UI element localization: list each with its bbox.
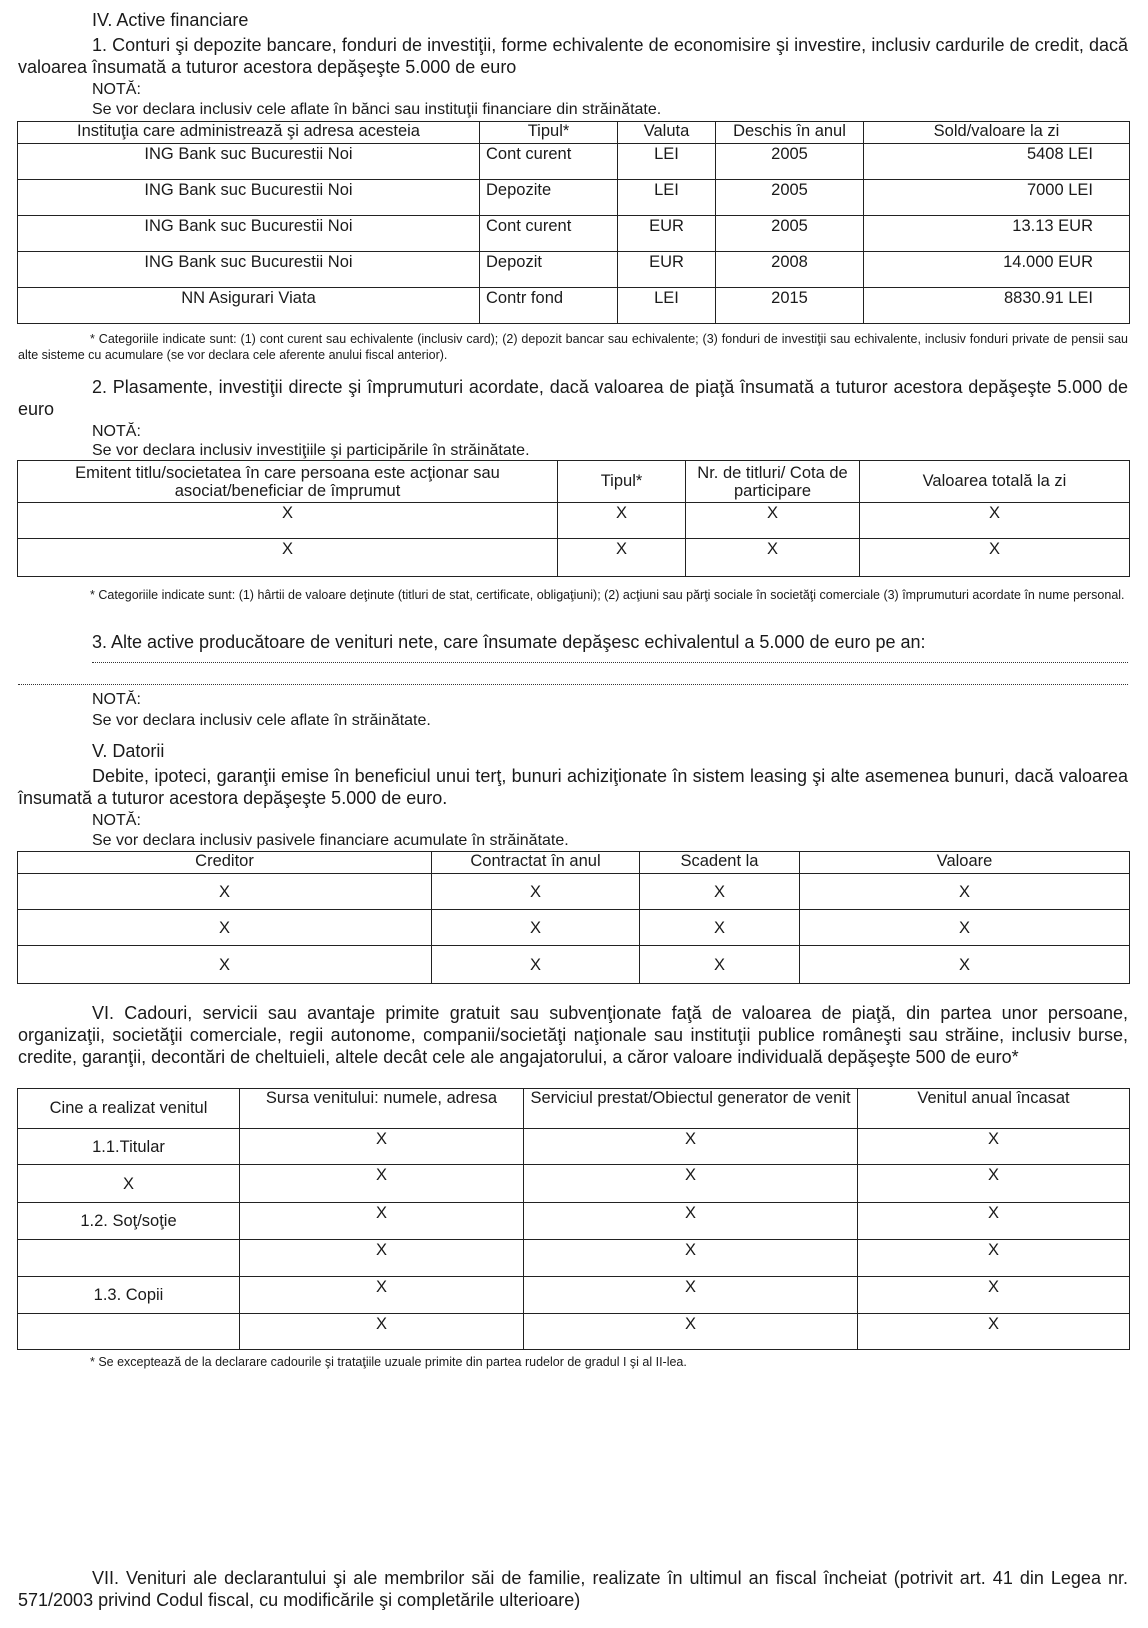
table-row: [18, 216, 1130, 252]
section-v-text: Debite, ipoteci, garanţii emise în beneficiul unui terţ, bunuri achiziţionate în sistem leasing şi alte asemenea bunuri, dacă valoarea însumată a tuturor acestora depăşeşte 5.000 de euro.: [18, 766, 1128, 808]
item2-text: 2. Plasamente, investiţii directe şi împrumuturi acordate, dacă valoarea de piaţă însumată a tuturor acestora depăşeşte 5.000 de euro: [18, 377, 1128, 419]
col-header-shares: Nr. de titluri/ Cota de participare: [686, 461, 860, 503]
cell-total-value: X: [860, 503, 1130, 539]
table-row: [18, 1203, 1130, 1240]
cell-due: X: [640, 946, 800, 984]
cell-currency: LEI: [618, 144, 716, 180]
cell-due: X: [640, 910, 800, 946]
cell-year: 2005: [716, 144, 864, 180]
section-v-note-text: Se vor declara inclusiv pasivele financiare acumulate în străinătate.: [92, 832, 569, 849]
col-header-currency: Valuta: [618, 122, 716, 144]
cell-service: X: [524, 1277, 858, 1314]
cell-service: X: [524, 1240, 858, 1277]
cell-institution: ING Bank suc Bucurestii Noi: [18, 180, 480, 216]
cell-source: X: [240, 1129, 524, 1165]
cell-year: 2015: [716, 288, 864, 324]
cell-institution: ING Bank suc Bucurestii Noi: [18, 144, 480, 180]
cell-shares: X: [686, 503, 860, 539]
item2-note-text: Se vor declara inclusiv investiţiile şi participările în străinătate.: [92, 442, 530, 459]
financial-accounts-table: [17, 121, 1130, 324]
cell-balance: 13.13 EUR: [864, 216, 1130, 252]
table-row: [18, 288, 1130, 324]
cell-creditor: X: [18, 874, 432, 910]
col-header-total-value: Valoarea totală la zi: [860, 461, 1130, 503]
cell-contracted-year: X: [432, 910, 640, 946]
section-vii-text: VII. Venituri ale declarantului şi ale membrilor săi de familie, realizate în ultimul an fiscal încheiat (potrivit art. 41 din Legea nr. 571/2003 privind Codul fiscal, cu modificările şi completările ulterioare): [18, 1568, 1128, 1610]
item1-note-label: NOTĂ:: [92, 81, 141, 98]
cell-type: X: [558, 503, 686, 539]
cell-due: X: [640, 874, 800, 910]
section-iv-title: IV. Active financiare: [92, 10, 249, 30]
table-row: [18, 1165, 1130, 1203]
cell-contracted-year: X: [432, 946, 640, 984]
col-header-contracted-year: Contractat în anul: [432, 852, 640, 874]
table-row: [18, 503, 1130, 539]
debts-table: [17, 851, 1130, 984]
section-vi-paragraph: [18, 1002, 1128, 1068]
table-row: [18, 1277, 1130, 1314]
cell-type: Contr fond: [480, 288, 618, 324]
cell-balance: 5408 LEI: [864, 144, 1130, 180]
col-header-institution: Instituţia care administrează şi adresa acesteia: [18, 122, 480, 144]
col-header-type: Tipul*: [558, 461, 686, 503]
cell-currency: LEI: [618, 288, 716, 324]
cell-value: X: [800, 910, 1130, 946]
cell-source: X: [240, 1277, 524, 1314]
col-header-type: Tipul*: [480, 122, 618, 144]
cell-institution: ING Bank suc Bucurestii Noi: [18, 216, 480, 252]
col-header-who: Cine a realizat venitul: [18, 1089, 240, 1129]
section-vii-paragraph: [18, 1567, 1128, 1611]
cell-source: X: [240, 1165, 524, 1203]
section-vi-text: VI. Cadouri, servicii sau avantaje primite gratuit sau subvenţionate faţă de valoarea de piaţă, din partea unor persoane, organizaţii, societăţii comerciale, regii autonome, companii/societăţi naţionale sau instituţii publice româneşti sau străine, inclusiv burse, credite, garanţii, decontări de cheltuieli, altele decât cele ale angajatorului, a căror valoare individuală depăşeşte 500 de euro*: [18, 1003, 1128, 1067]
col-header-issuer: Emitent titlu/societatea în care persoana este acţionar sau asociat/beneficiar de împrumut: [18, 461, 558, 503]
item3-text: 3. Alte active producătoare de venituri nete, care însumate depăşesc echivalentul a 5.000 de euro pe an:: [92, 632, 926, 652]
col-header-annual-income: Venitul anual încasat: [858, 1089, 1130, 1129]
section-v-note-label: NOTĂ:: [92, 812, 141, 829]
cell-who: 1.2. Soţ/soţie: [18, 1203, 240, 1240]
item2-note-label: NOTĂ:: [92, 423, 141, 440]
item1-footnote: [18, 331, 1128, 363]
cell-contracted-year: X: [432, 874, 640, 910]
cell-who: 1.3. Copii: [18, 1277, 240, 1314]
section-vi-footnote: [18, 1354, 1128, 1370]
table-row: [18, 874, 1130, 910]
table-row: [18, 539, 1130, 577]
cell-type: X: [558, 539, 686, 577]
table-row: [18, 1129, 1130, 1165]
cell-source: X: [240, 1314, 524, 1350]
cell-issuer: X: [18, 539, 558, 577]
cell-creditor: X: [18, 910, 432, 946]
table-header-row: [18, 461, 1130, 503]
cell-currency: EUR: [618, 216, 716, 252]
cell-year: 2005: [716, 180, 864, 216]
gifts-table: [17, 1088, 1130, 1350]
cell-source: X: [240, 1203, 524, 1240]
item3-note-text: Se vor declara inclusiv cele aflate în străinătate.: [92, 712, 431, 729]
section-vi-footnote-text: * Se exceptează de la declarare cadourile şi trataţiile uzuale primite din partea rudelor de gradul I şi al II-lea.: [90, 1355, 687, 1369]
table-header-row: [18, 122, 1130, 144]
item2-paragraph: [18, 376, 1128, 420]
col-header-due: Scadent la: [640, 852, 800, 874]
cell-annual-income: X: [858, 1129, 1130, 1165]
item1-note-text: Se vor declara inclusiv cele aflate în bănci sau instituţii financiare din străinătate.: [92, 101, 662, 118]
cell-institution: ING Bank suc Bucurestii Noi: [18, 252, 480, 288]
cell-who: [18, 1314, 240, 1350]
col-header-service: Serviciul prestat/Obiectul generator de venit: [524, 1089, 858, 1129]
item2-footnote: [18, 587, 1128, 603]
cell-value: X: [800, 946, 1130, 984]
cell-currency: EUR: [618, 252, 716, 288]
cell-source: X: [240, 1240, 524, 1277]
col-header-source: Sursa venitului: numele, adresa: [240, 1089, 524, 1129]
item1-footnote-text: * Categoriile indicate sunt: (1) cont curent sau echivalente (inclusiv card); (2) depozit bancar sau echivalente; (3) fonduri de investiţii sau echivalente, inclusiv fonduri private de pensii sau alte sisteme cu acumulare (se vor declara cele aferente anului fiscal anterior).: [18, 332, 1128, 362]
table-header-row: [18, 1089, 1130, 1129]
cell-who: 1.1.Titular: [18, 1129, 240, 1165]
cell-currency: LEI: [618, 180, 716, 216]
section-v-title: V. Datorii: [92, 741, 165, 761]
cell-year: 2008: [716, 252, 864, 288]
table-row: [18, 1240, 1130, 1277]
cell-balance: 7000 LEI: [864, 180, 1130, 216]
item3-note-label: NOTĂ:: [92, 691, 141, 708]
cell-service: X: [524, 1314, 858, 1350]
cell-total-value: X: [860, 539, 1130, 577]
item1-paragraph: [18, 34, 1128, 78]
col-header-value: Valoare: [800, 852, 1130, 874]
cell-value: X: [800, 874, 1130, 910]
cell-annual-income: X: [858, 1165, 1130, 1203]
cell-issuer: X: [18, 503, 558, 539]
table-row: [18, 946, 1130, 984]
table-row: [18, 252, 1130, 288]
item2-footnote-text: * Categoriile indicate sunt: (1) hârtii de valoare deţinute (titluri de stat, certificate, obligaţiuni); (2) acţiuni sau părţi sociale în societăţi comerciale (3) împrumuturi acordate în nume personal.: [90, 588, 1125, 602]
table-row: [18, 910, 1130, 946]
cell-annual-income: X: [858, 1277, 1130, 1314]
table-row: [18, 180, 1130, 216]
dotted-line: [18, 684, 1128, 685]
table-row: [18, 1314, 1130, 1350]
cell-who: X: [18, 1165, 240, 1203]
col-header-creditor: Creditor: [18, 852, 432, 874]
col-header-balance: Sold/valoare la zi: [864, 122, 1130, 144]
table-header-row: [18, 852, 1130, 874]
cell-service: X: [524, 1165, 858, 1203]
dotted-line: [92, 662, 1128, 663]
section-v-paragraph: [18, 765, 1128, 809]
cell-service: X: [524, 1129, 858, 1165]
cell-balance: 8830.91 LEI: [864, 288, 1130, 324]
investments-table: [17, 460, 1130, 577]
cell-balance: 14.000 EUR: [864, 252, 1130, 288]
col-header-opened-year: Deschis în anul: [716, 122, 864, 144]
item1-text: 1. Conturi şi depozite bancare, fonduri de investiţii, forme echivalente de economisire şi investire, inclusiv cardurile de credit, dacă valoarea însumată a tuturor acestora depăşeşte 5.000 de euro: [18, 35, 1128, 77]
table-row: [18, 144, 1130, 180]
cell-who: [18, 1240, 240, 1277]
cell-type: Depozit: [480, 252, 618, 288]
cell-type: Cont curent: [480, 216, 618, 252]
cell-shares: X: [686, 539, 860, 577]
cell-annual-income: X: [858, 1203, 1130, 1240]
cell-institution: NN Asigurari Viata: [18, 288, 480, 324]
cell-annual-income: X: [858, 1314, 1130, 1350]
cell-annual-income: X: [858, 1240, 1130, 1277]
item3-paragraph: [18, 631, 1128, 653]
cell-type: Cont curent: [480, 144, 618, 180]
cell-year: 2005: [716, 216, 864, 252]
cell-type: Depozite: [480, 180, 618, 216]
cell-service: X: [524, 1203, 858, 1240]
cell-creditor: X: [18, 946, 432, 984]
